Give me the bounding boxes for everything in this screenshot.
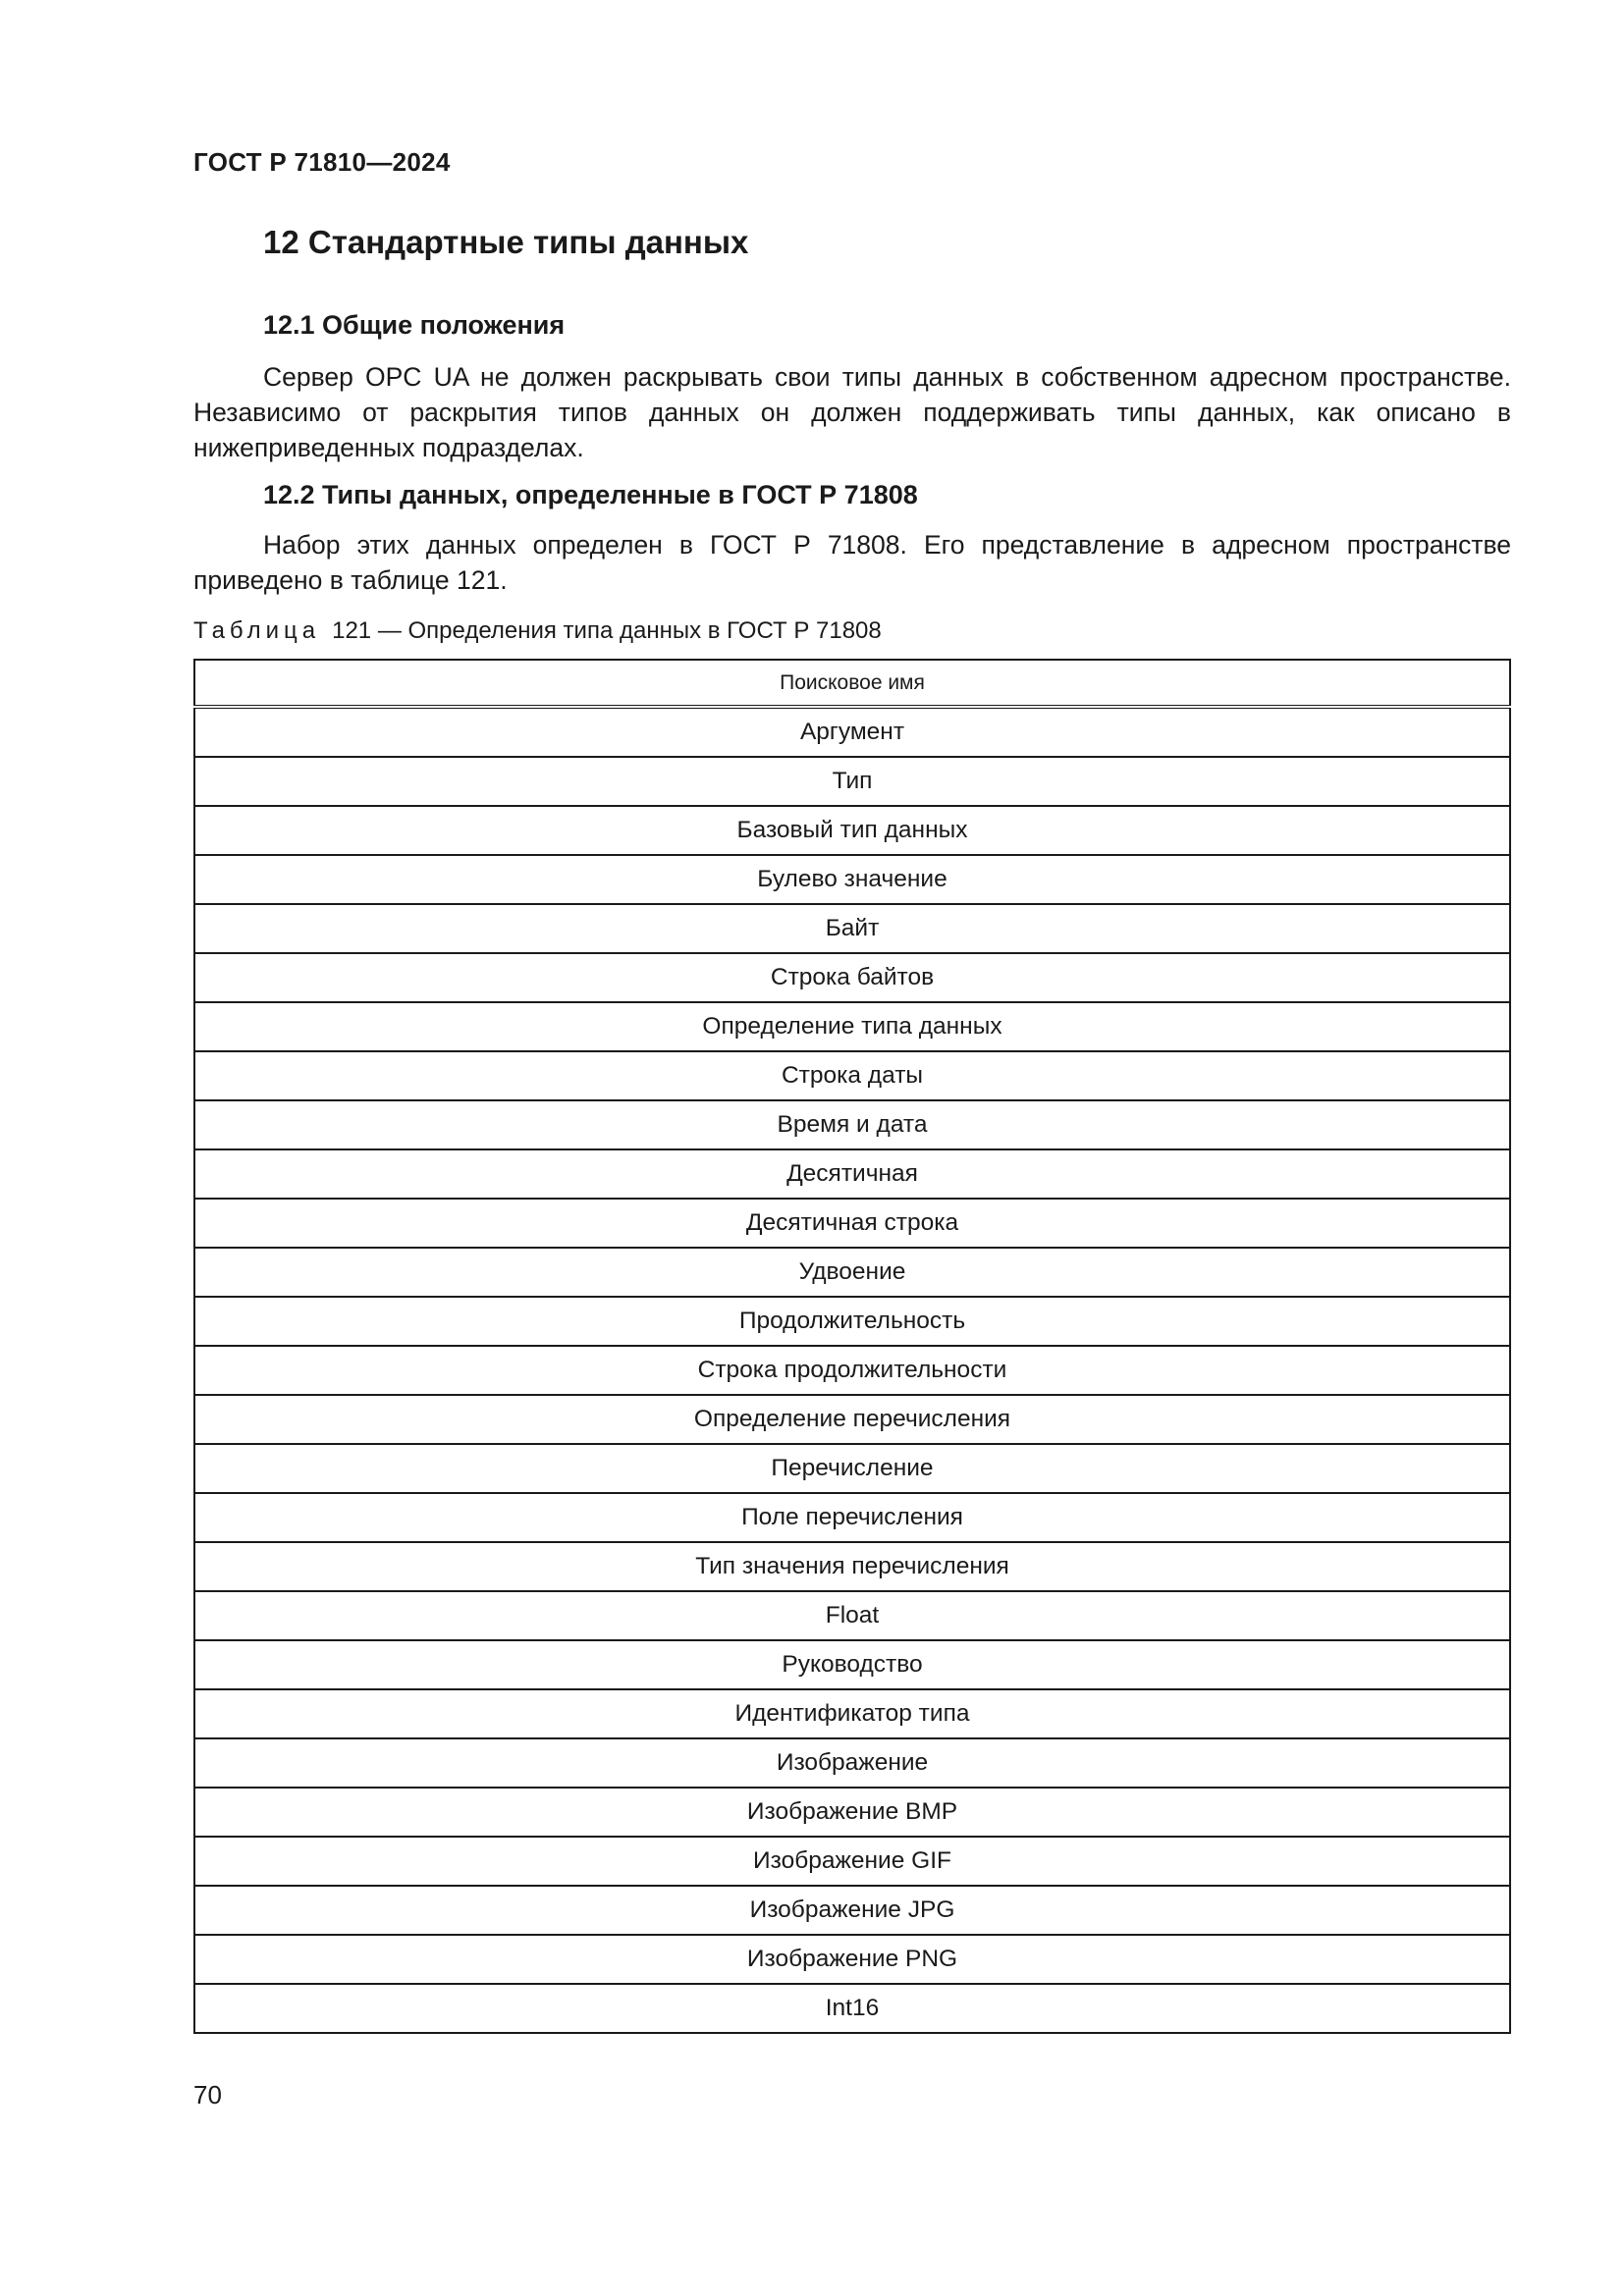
- table-caption: [193, 617, 882, 645]
- table-row: [194, 806, 1510, 855]
- table-row: [194, 1002, 1510, 1051]
- table-cell: Аргумент: [194, 707, 1510, 757]
- table-row: [194, 1199, 1510, 1248]
- section-title: 12 Стандартные типы данных: [263, 224, 749, 260]
- table-cell: Изображение GIF: [194, 1837, 1510, 1886]
- paragraph-datatypes-text: Набор этих данных определен в ГОСТ Р 71808. Его представление в адресном пространстве приведено в таблице 121.: [193, 530, 1511, 595]
- table-cell: Поле перечисления: [194, 1493, 1510, 1542]
- table-header-row: [194, 660, 1510, 707]
- table-cell: Тип: [194, 757, 1510, 806]
- table-row: [194, 1444, 1510, 1493]
- subsection-title-general: 12.1 Общие положения: [263, 310, 566, 340]
- table-body: [194, 707, 1510, 2033]
- table-cell: Время и дата: [194, 1100, 1510, 1149]
- paragraph-general-text: Сервер OPC UA не должен раскрывать свои типы данных в собственном адресном пространстве. Независимо от раскрытия типов данных он должен поддерживать типы данных, как описано в нижеприведенных подразделах.: [193, 362, 1511, 462]
- table-cell: Определение типа данных: [194, 1002, 1510, 1051]
- page-number: 70: [193, 2080, 222, 2109]
- table-row: [194, 1346, 1510, 1395]
- data-types-table: [193, 659, 1511, 2034]
- table-row: [194, 757, 1510, 806]
- table-cell: Строка даты: [194, 1051, 1510, 1100]
- table-row: [194, 855, 1510, 904]
- table-row: [194, 1493, 1510, 1542]
- table-row: [194, 1051, 1510, 1100]
- table-row: [194, 953, 1510, 1002]
- table-cell: Изображение JPG: [194, 1886, 1510, 1935]
- table-cell: Строка байтов: [194, 953, 1510, 1002]
- table-row: [194, 1100, 1510, 1149]
- table-row: [194, 904, 1510, 953]
- table-row: [194, 1837, 1510, 1886]
- table-cell: Строка продолжительности: [194, 1346, 1510, 1395]
- table-cell: Тип значения перечисления: [194, 1542, 1510, 1591]
- table-row: [194, 1738, 1510, 1788]
- table-caption-text: 121 — Определения типа данных в ГОСТ Р 71808: [332, 617, 882, 644]
- table-cell: Булево значение: [194, 855, 1510, 904]
- table-header-cell: Поисковое имя: [194, 660, 1510, 707]
- table-cell: Продолжительность: [194, 1297, 1510, 1346]
- table-row: [194, 1689, 1510, 1738]
- table-cell: Десятичная: [194, 1149, 1510, 1199]
- table-row: [194, 1542, 1510, 1591]
- table-cell: Удвоение: [194, 1248, 1510, 1297]
- table-cell: Базовый тип данных: [194, 806, 1510, 855]
- document-header: ГОСТ Р 71810—2024: [193, 147, 451, 177]
- table-cell: Float: [194, 1591, 1510, 1640]
- table-row: [194, 1149, 1510, 1199]
- table-row: [194, 1640, 1510, 1689]
- paragraph-general: [193, 359, 1511, 465]
- table-cell: Идентификатор типа: [194, 1689, 1510, 1738]
- table-cell: Байт: [194, 904, 1510, 953]
- table-row: [194, 1935, 1510, 1984]
- table-row: [194, 707, 1510, 757]
- table-caption-label: Таблица: [193, 617, 321, 644]
- table-row: [194, 1395, 1510, 1444]
- table-cell: Изображение: [194, 1738, 1510, 1788]
- subsection-title-datatypes: 12.2 Типы данных, определенные в ГОСТ Р 71808: [263, 480, 918, 509]
- table-cell: Перечисление: [194, 1444, 1510, 1493]
- table-row: [194, 1297, 1510, 1346]
- table-row: [194, 1248, 1510, 1297]
- table-cell: Int16: [194, 1984, 1510, 2033]
- table-row: [194, 1591, 1510, 1640]
- table-row: [194, 1886, 1510, 1935]
- paragraph-datatypes: [193, 527, 1511, 598]
- table-cell: Десятичная строка: [194, 1199, 1510, 1248]
- table-cell: Изображение PNG: [194, 1935, 1510, 1984]
- table-row: [194, 1788, 1510, 1837]
- table-row: [194, 1984, 1510, 2033]
- table-cell: Изображение BMP: [194, 1788, 1510, 1837]
- table-cell: Определение перечисления: [194, 1395, 1510, 1444]
- table-cell: Руководство: [194, 1640, 1510, 1689]
